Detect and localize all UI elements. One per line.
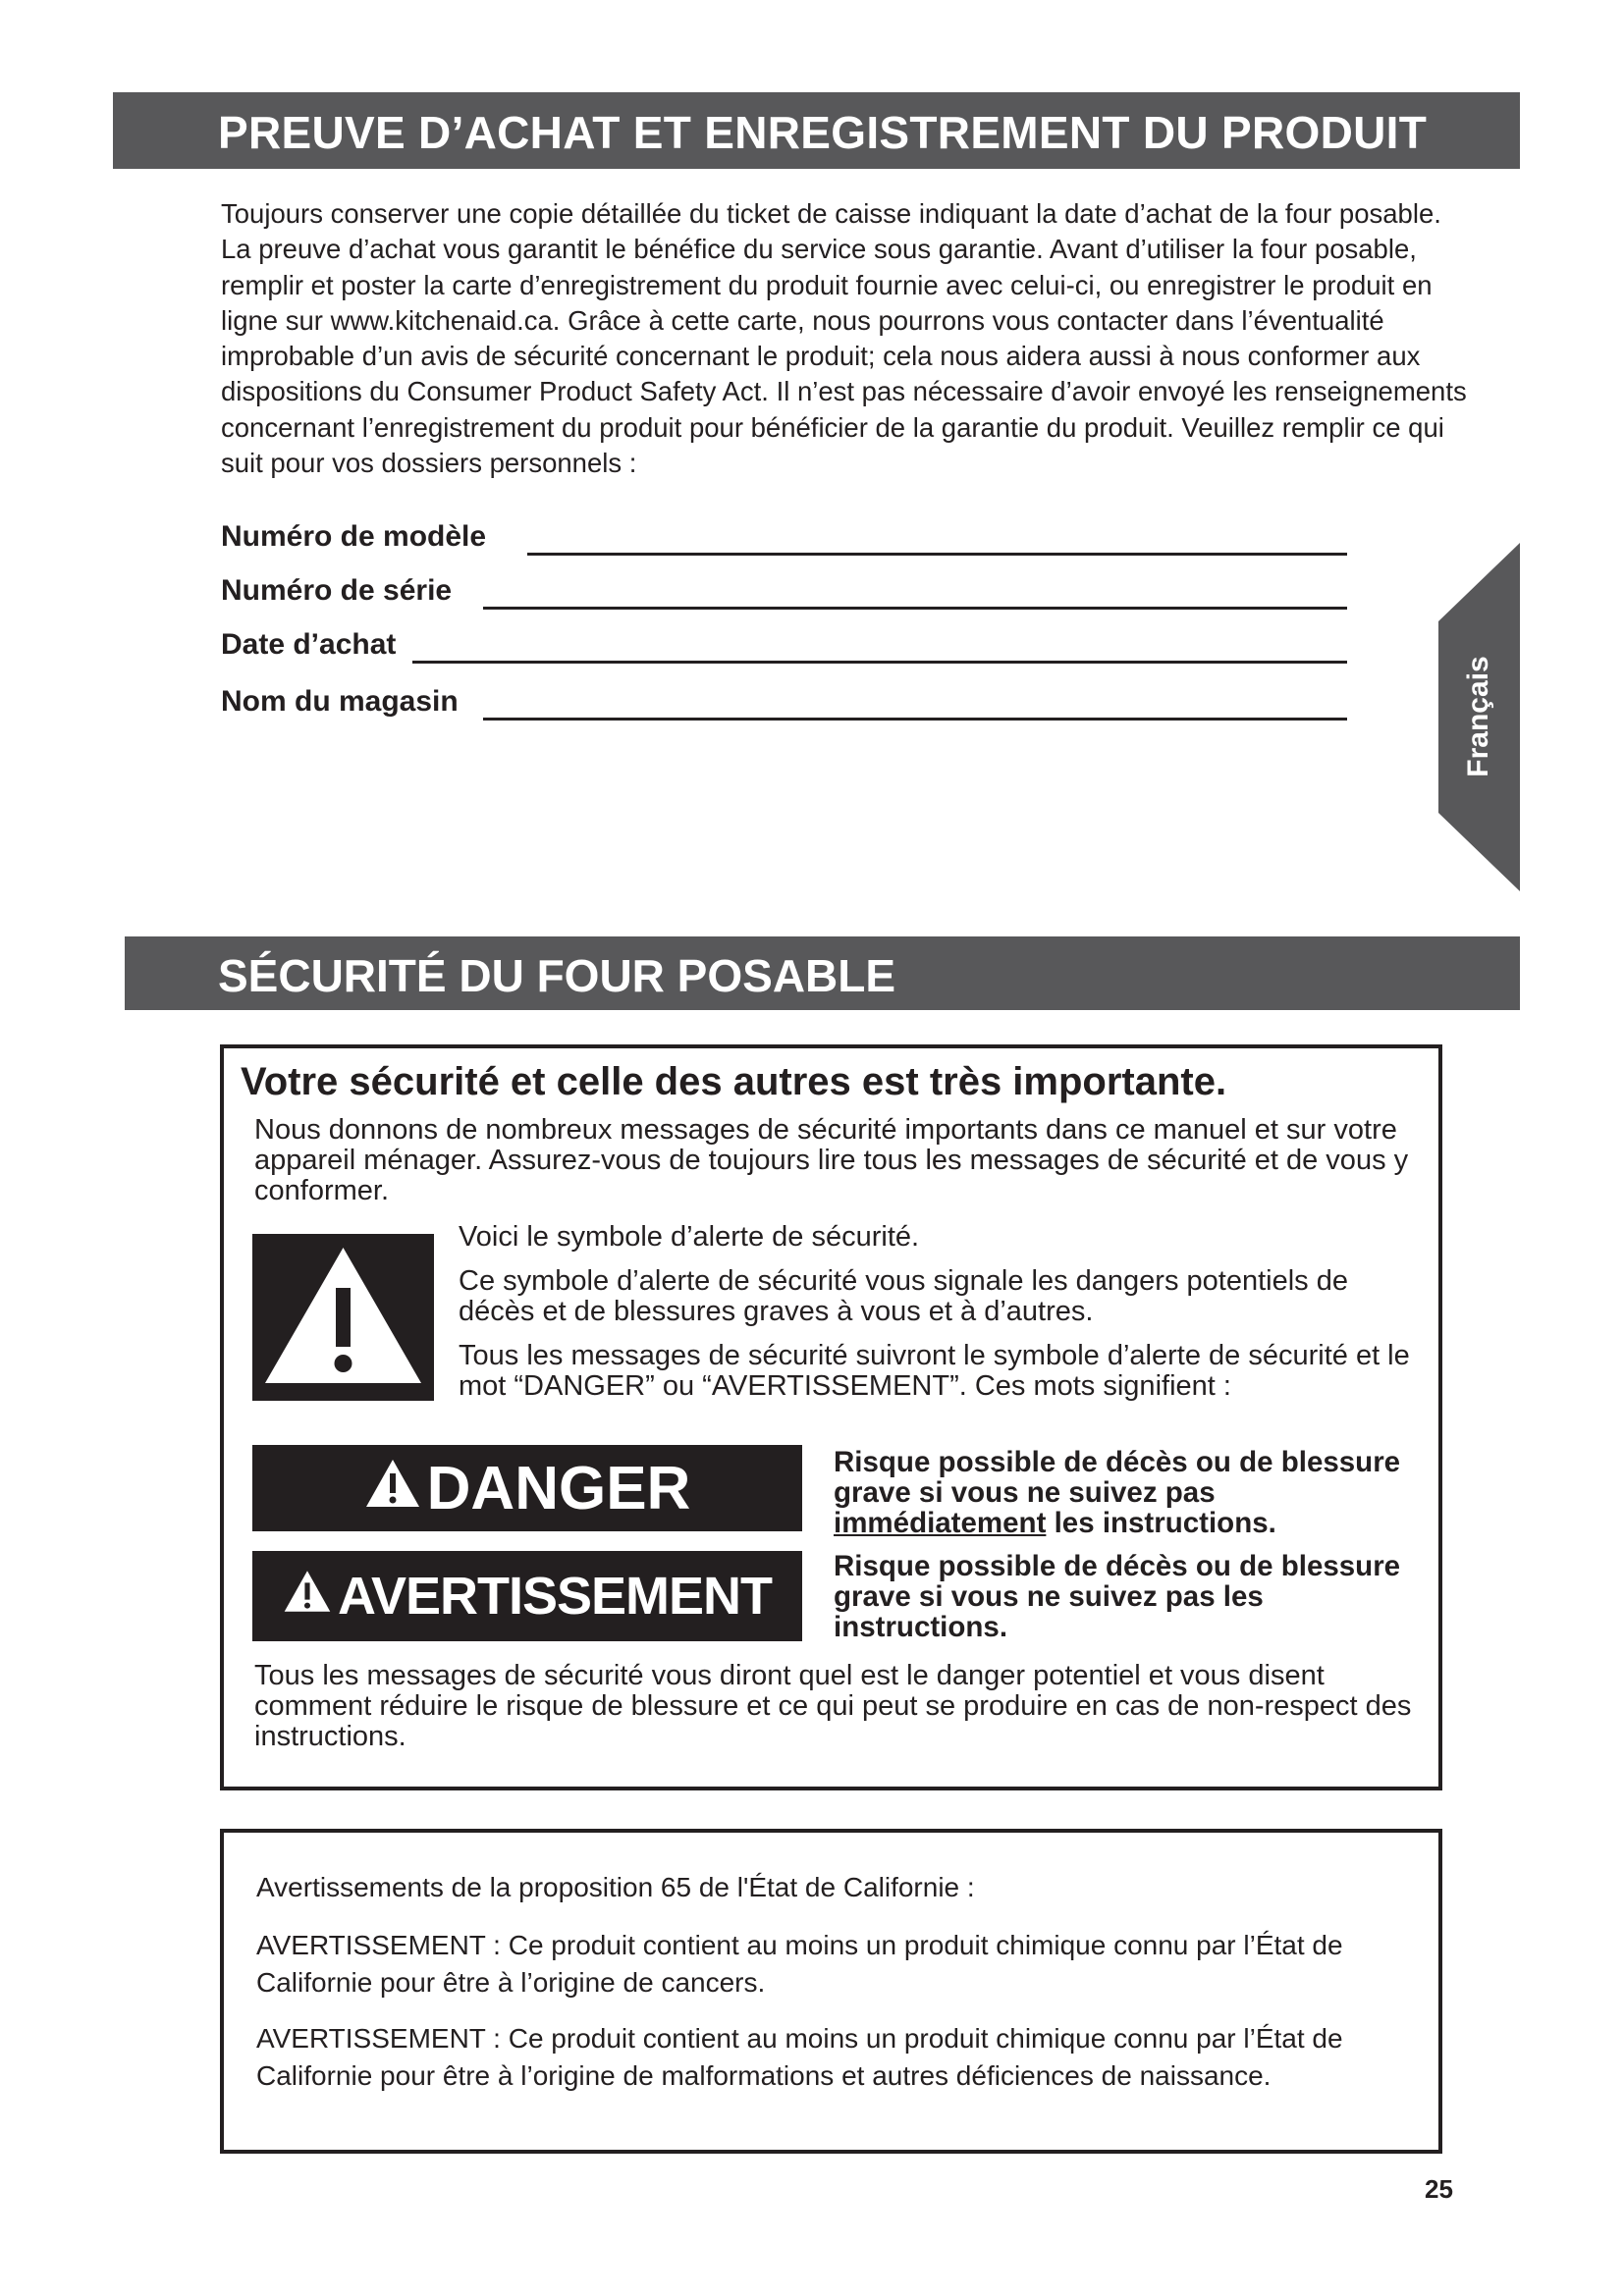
warning-signal-word	[252, 1551, 802, 1641]
warning-label: AVERTISSEMENT	[337, 1567, 773, 1626]
warning-triangle-icon	[283, 1566, 332, 1627]
prop65-warning-cancer: AVERTISSEMENT : Ce produit contient au moins un produit chimique connu par l’État de Californie pour être à l’origine de cancers.	[256, 1930, 1343, 1998]
model-number-label: Numéro de modèle	[221, 520, 487, 553]
purchase-date-label: Date d’achat	[221, 628, 397, 661]
safety-info-box	[220, 1044, 1442, 1790]
language-tab[interactable]	[1438, 543, 1520, 891]
danger-signal-word	[252, 1445, 802, 1531]
serial-number-line	[483, 607, 1347, 610]
section-title-safety: SÉCURITÉ DU FOUR POSABLE	[218, 950, 896, 1001]
serial-number-field[interactable]	[221, 574, 1347, 608]
store-name-field[interactable]	[221, 685, 1347, 719]
language-tab-label: Français	[1462, 656, 1494, 777]
danger-description-text: Risque possible de décès ou de blessure grave si vous ne suivez pas	[834, 1446, 1401, 1509]
symbol-line: Voici le symbole d’alerte de sécurité.	[459, 1221, 920, 1253]
purchase-date-line	[412, 661, 1347, 664]
danger-description	[834, 1447, 1423, 1538]
danger-label: DANGER	[426, 1454, 691, 1522]
warning-triangle-icon	[364, 1454, 421, 1523]
store-name-label: Nom du magasin	[221, 685, 459, 718]
signal-words-intro: Tous les messages de sécurité suivront le symbole d’alerte de sécurité et le mot “DANGER” ou “AVERTISSEMENT”. Ces mots signifient :	[459, 1340, 1410, 1402]
store-name-line	[483, 718, 1347, 721]
model-number-line	[527, 553, 1347, 556]
prop65-warning-birth-defects: AVERTISSEMENT : Ce produit contient au moins un produit chimique connu par l’État de Californie pour être à l’origine de malformations et autres déficiences de naissance.	[256, 2023, 1343, 2091]
serial-number-label: Numéro de série	[221, 574, 453, 607]
safety-intro: Nous donnons de nombreux messages de sécurité importants dans ce manuel et sur votre appareil ménager. Assurez-vous de toujours lire tous les messages de sécurité et de vous y conformer.	[254, 1114, 1409, 1206]
symbol-description: Ce symbole d’alerte de sécurité vous signale les dangers potentiels de décès et de blessures graves à vous et à d’autres.	[459, 1265, 1348, 1327]
safety-alert-icon	[252, 1234, 434, 1401]
purchase-date-field[interactable]	[221, 628, 1347, 662]
purchase-intro-paragraph: Toujours conserver une copie détaillée du ticket de caisse indiquant la date d’achat de la four posable. La preuve d’achat vous garantit le bénéfice du service sous garantie. Avant d’utiliser la four posable, remplir et poster la carte d’enregistrement du produit fournie avec celui-ci, ou enregistrer le produit en ligne sur www.kitchenaid.ca. Grâce à cette carte, nous pourrons vous contacter dans l’éventualité improbable d’un avis de sécurité concernant le produit; cela nous aidera aussi à nous conformer aux dispositions du Consumer Product Safety Act. Il n’est pas nécessaire d’avoir envoyé les renseignements concernant l’enregistrement du produit pour bénéficier de la garantie du produit. Veuillez remplir ce qui suit pour vos dossiers personnels :	[221, 198, 1467, 479]
prop65-box	[220, 1829, 1442, 2154]
danger-description-end: les instructions.	[1054, 1507, 1276, 1539]
danger-description-emphasis: immédiatement	[834, 1507, 1047, 1539]
model-number-field[interactable]	[221, 520, 1347, 554]
page-number: 25	[1425, 2174, 1453, 2204]
safety-heading: Votre sécurité et celle des autres est très importante.	[241, 1060, 1227, 1103]
section-title-purchase: PREUVE D’ACHAT ET ENREGISTREMENT DU PRODUIT	[218, 107, 1428, 158]
section-title-bar-safety	[125, 936, 1520, 1010]
prop65-title: Avertissements de la proposition 65 de l'État de Californie :	[256, 1872, 975, 1902]
section-title-bar-purchase	[113, 92, 1520, 169]
safety-footer: Tous les messages de sécurité vous diront quel est le danger potentiel et vous disent comment réduire le risque de blessure et ce qui peut se produire en cas de non-respect des instructions.	[254, 1660, 1412, 1752]
warning-description: Risque possible de décès ou de blessure grave si vous ne suivez pas les instructions.	[834, 1550, 1401, 1643]
